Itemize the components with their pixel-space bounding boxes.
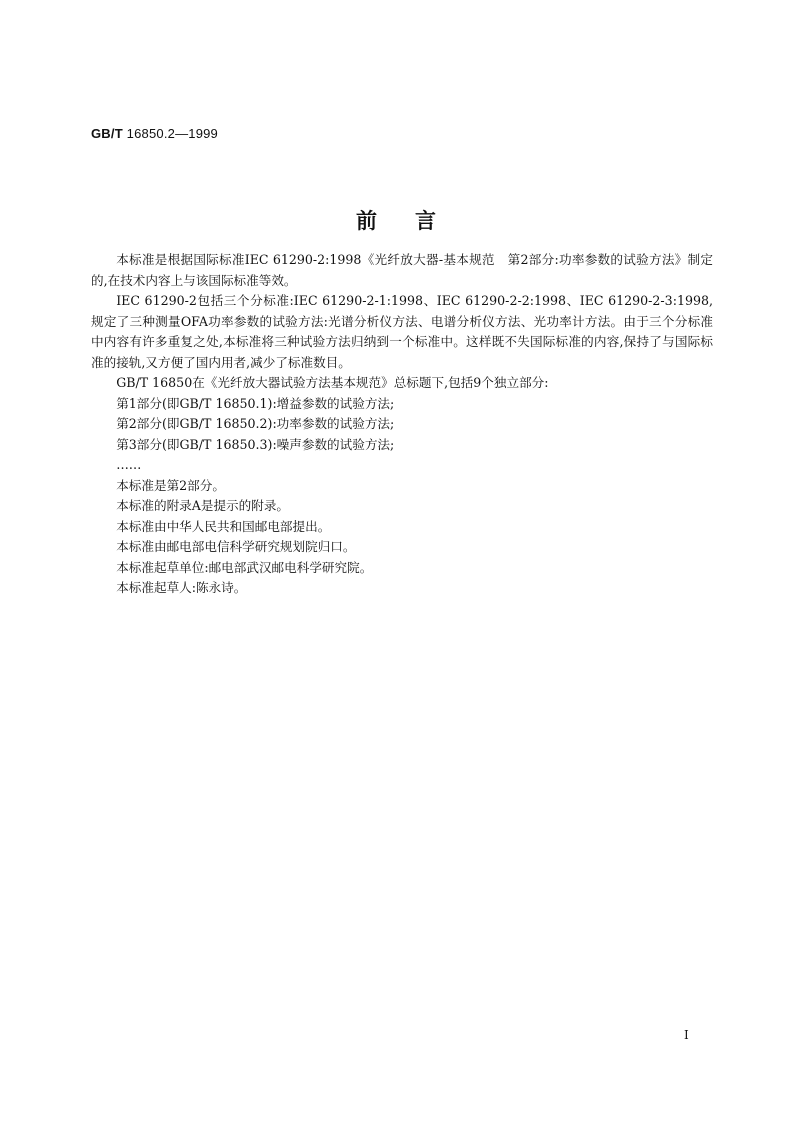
list-item-part-3: 第3部分(即GB/T 16850.3):噪声参数的试验方法; <box>116 436 395 452</box>
list-item-part-2: 第2部分(即GB/T 16850.2):功率参数的试验方法; <box>116 416 395 431</box>
paragraph-drafting-unit: 本标准起草单位:邮电部武汉邮电科学研究院。 <box>116 559 373 575</box>
paragraph-scope: IEC 61290-2包括三个分标准:IEC 61290-2-1:1998、IEC 61290-2-2:1998、IEC 61290-2-3:1998,规定了三种测量OFA功率参数的试验方法:光谱分析仪方法、电谱分析仪方法、光功率计方法。由于三个分标准中内容有许多重复之处,本标准将三种试验方法归纳到一个标准中。这样既不失国际标准的内容,保持了与国际标准的接轨,又方便了国内用者,减少了标准数目。 <box>91 293 713 370</box>
page-number: I <box>684 1028 689 1042</box>
paragraph-part-statement: 本标准是第2部分。 <box>116 477 225 493</box>
standard-header <box>91 126 218 141</box>
paragraph-proposer: 本标准由中华人民共和国邮电部提出。 <box>116 518 331 534</box>
preface-body <box>91 250 713 599</box>
standard-number: 16850.2—1999 <box>126 126 218 141</box>
standard-code: GB/T <box>91 126 123 141</box>
paragraph-centralized-by: 本标准由邮电部电信科学研究规划院归口。 <box>116 539 356 554</box>
paragraph-series-intro: GB/T 16850在《光纤放大器试验方法基本规范》总标题下,包括9个独立部分: <box>116 375 549 390</box>
paragraph-basis: 本标准是根据国际标准IEC 61290-2:1998《光纤放大器-基本规范 第2部分:功率参数的试验方法》制定的,在技术内容上与该国际标准等效。 <box>91 252 713 288</box>
list-item-part-1: 第1部分(即GB/T 16850.1):增益参数的试验方法; <box>116 395 395 411</box>
paragraph-annex: 本标准的附录A是提示的附录。 <box>116 498 290 513</box>
list-ellipsis: …… <box>116 457 142 472</box>
paragraph-drafter: 本标准起草人:陈永诗。 <box>116 580 247 595</box>
page-title: 前言 <box>356 208 474 233</box>
